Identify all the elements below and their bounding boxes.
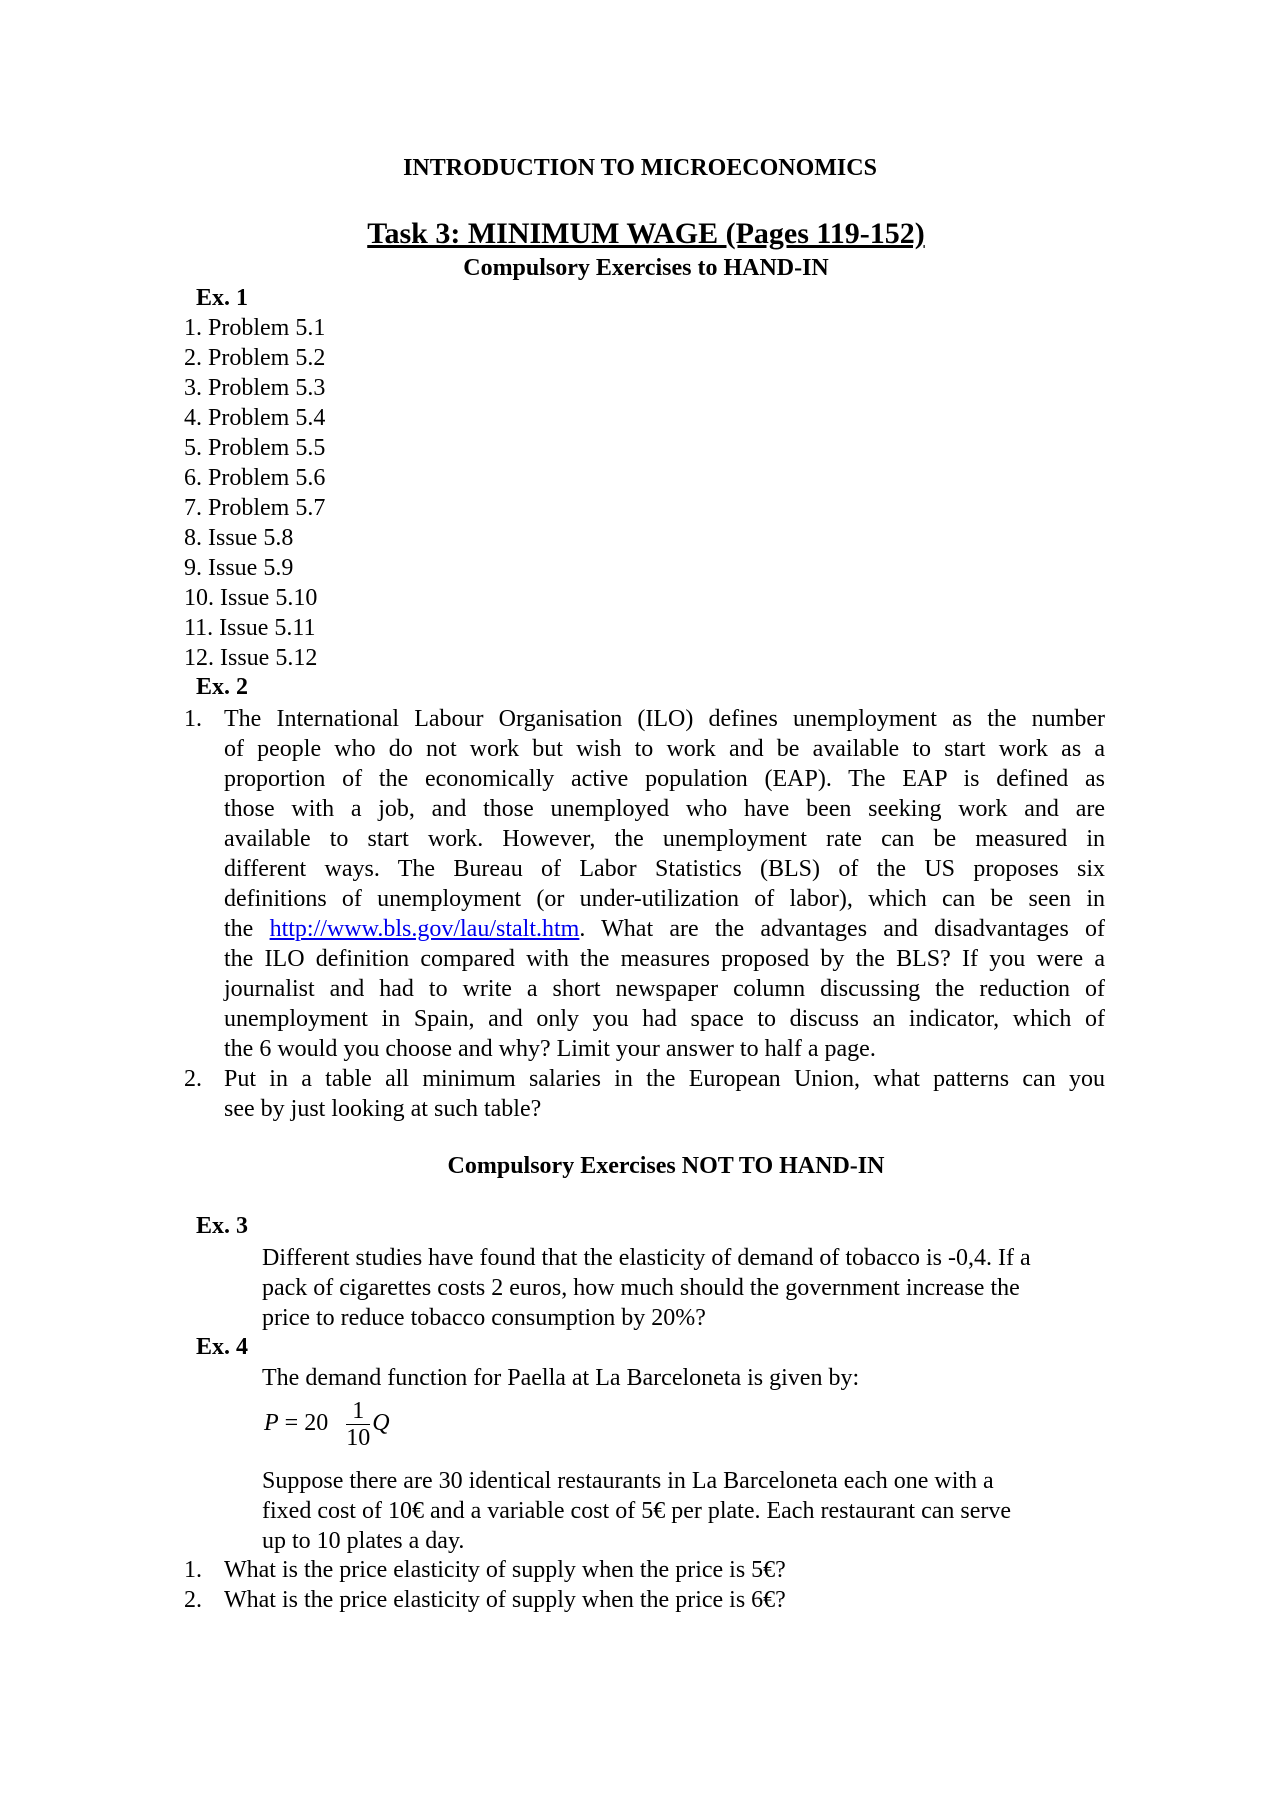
- ex1-list: [184, 313, 325, 673]
- text-line: definitions of unemployment (or under-utilization of labor), which can be seen in: [224, 886, 1105, 912]
- eq-constant: = 20: [278, 1410, 329, 1437]
- text-line: unemployment in Spain, and only you had space to discuss an indicator, which of: [224, 1006, 1105, 1032]
- ex1-label: Ex. 1: [196, 285, 249, 311]
- ex4-intro: The demand function for Paella at La Barceloneta is given by:: [262, 1365, 860, 1391]
- bls-link[interactable]: http://www.bls.gov/lau/stalt.htm: [269, 916, 580, 942]
- eq-denominator: 10: [346, 1425, 371, 1451]
- text-line: journalist and had to write a short newspaper column discussing the reduction of: [224, 976, 1105, 1002]
- list-item: [184, 1585, 786, 1615]
- text-line: available to start work. However, the unemployment rate can be measured in: [224, 826, 1105, 852]
- text-line: Suppose there are 30 identical restaurants in La Barceloneta each one with a: [262, 1468, 994, 1494]
- list-item: 8. Issue 5.8: [184, 525, 294, 551]
- ex2-q1-text: [224, 704, 1105, 1064]
- ex2-q2-text: [224, 1064, 1105, 1124]
- ex4-label: Ex. 4: [196, 1334, 249, 1360]
- text-line: the ILO definition compared with the measures proposed by the BLS? If you were a: [224, 946, 1105, 972]
- ex3-label: Ex. 3: [196, 1213, 249, 1239]
- eq-var-p: P: [264, 1410, 279, 1437]
- list-item: 6. Problem 5.6: [184, 465, 326, 491]
- text-line: those with a job, and those unemployed who have been seeking work and are: [224, 796, 1105, 822]
- section-handin-heading: Compulsory Exercises to HAND-IN: [463, 255, 829, 281]
- eq-numerator: 1: [346, 1398, 370, 1425]
- list-item: 10. Issue 5.10: [184, 585, 318, 611]
- eq-var-q: Q: [372, 1410, 390, 1437]
- list-item: 9. Issue 5.9: [184, 555, 294, 581]
- list-item: 11. Issue 5.11: [184, 615, 316, 641]
- text-line-with-link: [224, 914, 1105, 944]
- text: the: [224, 916, 270, 942]
- list-item: [184, 1555, 786, 1585]
- text-line: different ways. The Bureau of Labor Statistics (BLS) of the US proposes six: [224, 856, 1105, 882]
- section-not-handin-heading: Compulsory Exercises NOT TO HAND-IN: [447, 1153, 885, 1179]
- text-line: the 6 would you choose and why? Limit your answer to half a page.: [224, 1036, 876, 1062]
- list-item: 5. Problem 5.5: [184, 435, 326, 461]
- text-line: fixed cost of 10€ and a variable cost of 5€ per plate. Each restaurant can serve: [262, 1498, 1012, 1524]
- text-line: Different studies have found that the elasticity of demand of tobacco is -0,4. If a: [262, 1245, 1031, 1271]
- text-line: pack of cigarettes costs 2 euros, how much should the government increase the: [262, 1275, 1020, 1301]
- list-item: 12. Issue 5.12: [184, 645, 318, 671]
- course-title: INTRODUCTION TO MICROECONOMICS: [403, 155, 877, 181]
- item-text: What is the price elasticity of supply when the price is 6€?: [224, 1587, 786, 1613]
- text-line: proportion of the economically active population (EAP). The EAP is defined as: [224, 766, 1105, 792]
- text-line: price to reduce tobacco consumption by 20%?: [262, 1305, 706, 1331]
- list-item: 1. Problem 5.1: [184, 315, 326, 341]
- text-line: up to 10 plates a day.: [262, 1528, 465, 1554]
- item-text: What is the price elasticity of supply when the price is 5€?: [224, 1557, 786, 1583]
- item-number: 2.: [184, 1587, 202, 1613]
- text-line: The International Labour Organisation (ILO) defines unemployment as the number: [224, 706, 1105, 732]
- text: . What are the advantages and disadvantages of: [579, 916, 1105, 942]
- ex4-questions: [184, 1555, 786, 1615]
- list-item: 3. Problem 5.3: [184, 375, 326, 401]
- ex2-q1-number: 1.: [184, 706, 202, 732]
- ex2-q2-number: 2.: [184, 1066, 202, 1092]
- ex2-label: Ex. 2: [196, 674, 249, 700]
- task-title: Task 3: MINIMUM WAGE (Pages 119-152): [367, 217, 925, 250]
- text-line: Put in a table all minimum salaries in the European Union, what patterns can you: [224, 1066, 1105, 1092]
- list-item: 2. Problem 5.2: [184, 345, 326, 371]
- text-line: see by just looking at such table?: [224, 1096, 542, 1122]
- list-item: 4. Problem 5.4: [184, 405, 326, 431]
- ex4-text: [262, 1466, 1011, 1556]
- eq-fraction: [346, 1398, 370, 1451]
- text-line: of people who do not work but wish to work and be available to start work as a: [224, 736, 1105, 762]
- item-number: 1.: [184, 1557, 202, 1583]
- list-item: 7. Problem 5.7: [184, 495, 326, 521]
- ex3-text: [262, 1243, 1031, 1333]
- demand-equation: [264, 1398, 390, 1451]
